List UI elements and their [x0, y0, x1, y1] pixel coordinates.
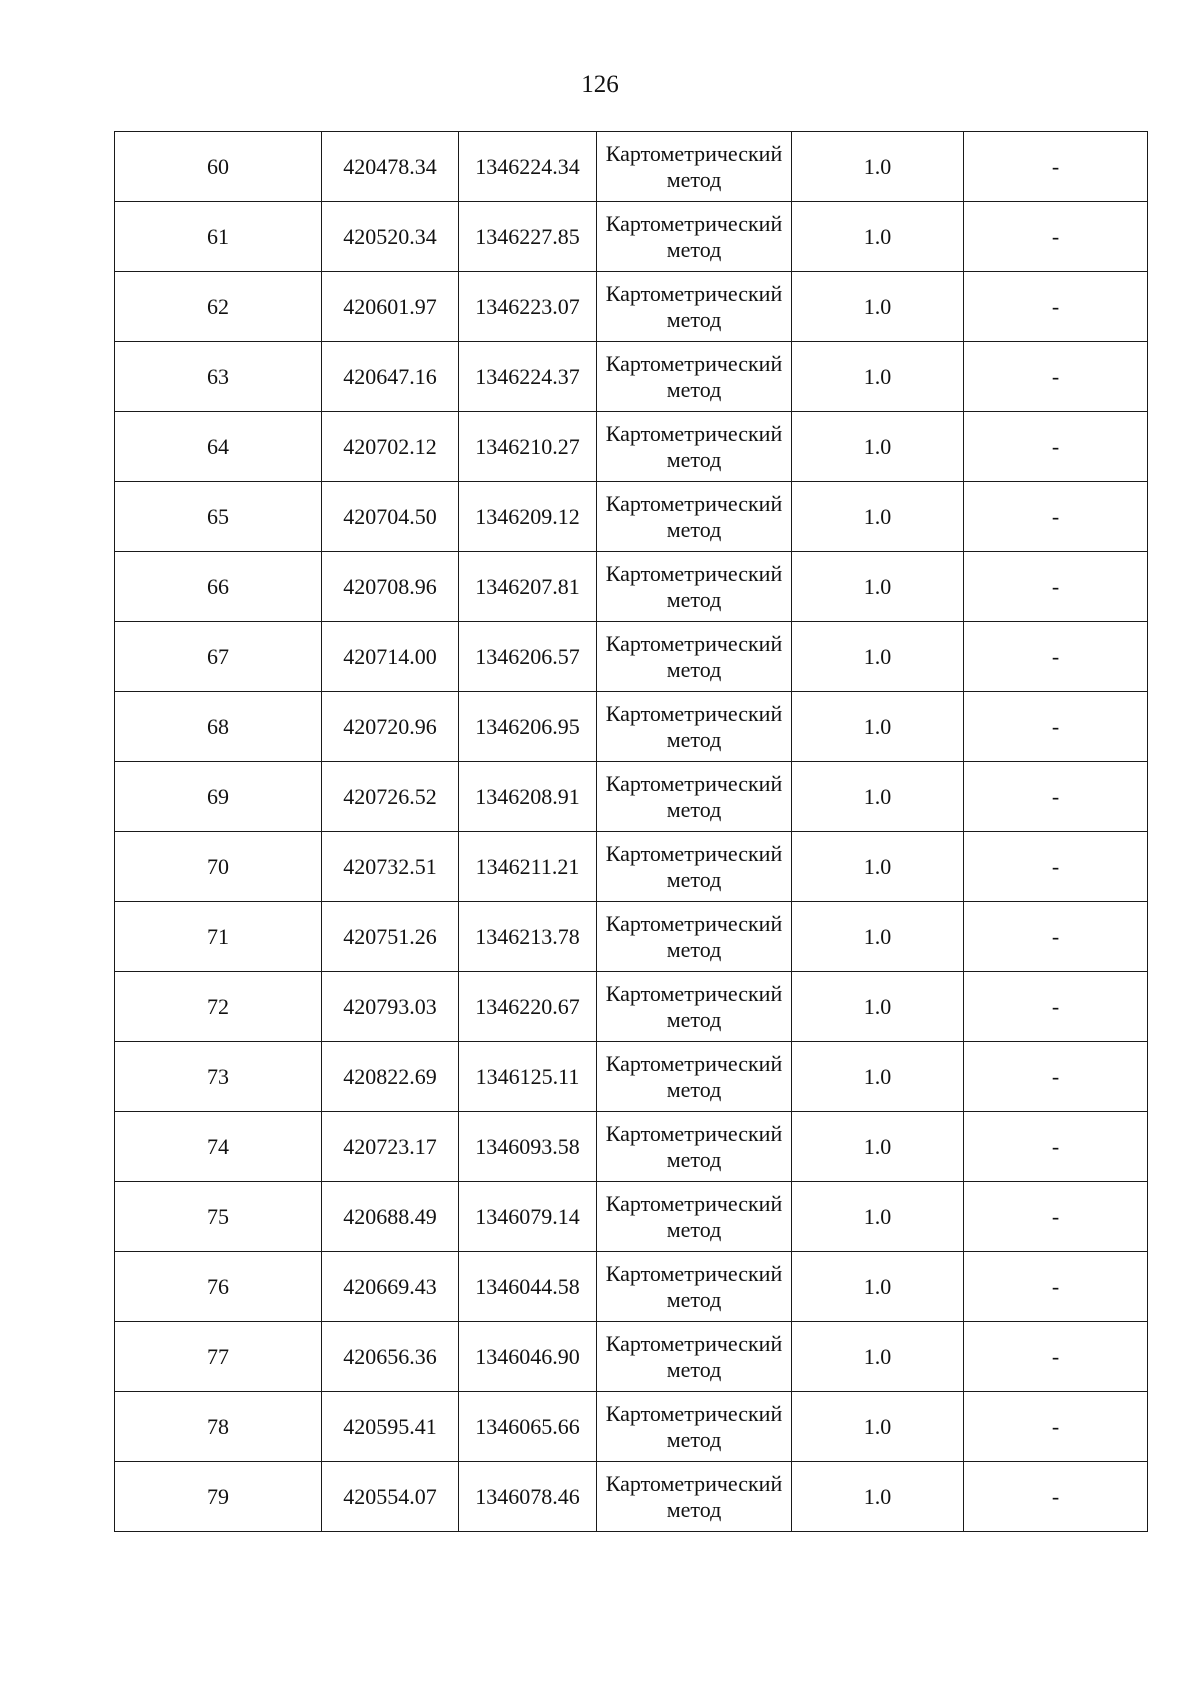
y-coordinate-cell: 1346227.85 [459, 202, 597, 272]
y-coordinate-cell: 1346079.14 [459, 1182, 597, 1252]
method-cell: Картометрический метод [597, 552, 792, 622]
x-coordinate-cell: 420723.17 [322, 1112, 459, 1182]
point-number-cell: 73 [115, 1042, 322, 1112]
note-cell: - [964, 272, 1148, 342]
x-coordinate-cell: 420732.51 [322, 832, 459, 902]
y-coordinate-cell: 1346224.37 [459, 342, 597, 412]
method-cell: Картометрический метод [597, 1042, 792, 1112]
table-row [115, 1252, 1148, 1322]
table-row [115, 272, 1148, 342]
x-coordinate-cell: 420714.00 [322, 622, 459, 692]
point-number-cell: 63 [115, 342, 322, 412]
table-row [115, 902, 1148, 972]
table-row [115, 972, 1148, 1042]
note-cell: - [964, 1462, 1148, 1532]
accuracy-cell: 1.0 [792, 1042, 964, 1112]
note-cell: - [964, 1252, 1148, 1322]
note-cell: - [964, 692, 1148, 762]
x-coordinate-cell: 420751.26 [322, 902, 459, 972]
accuracy-cell: 1.0 [792, 132, 964, 202]
note-cell: - [964, 832, 1148, 902]
y-coordinate-cell: 1346044.58 [459, 1252, 597, 1322]
x-coordinate-cell: 420601.97 [322, 272, 459, 342]
accuracy-cell: 1.0 [792, 692, 964, 762]
note-cell: - [964, 1112, 1148, 1182]
y-coordinate-cell: 1346046.90 [459, 1322, 597, 1392]
table-row [115, 1322, 1148, 1392]
table-row [115, 622, 1148, 692]
accuracy-cell: 1.0 [792, 972, 964, 1042]
x-coordinate-cell: 420554.07 [322, 1462, 459, 1532]
y-coordinate-cell: 1346078.46 [459, 1462, 597, 1532]
y-coordinate-cell: 1346093.58 [459, 1112, 597, 1182]
x-coordinate-cell: 420647.16 [322, 342, 459, 412]
x-coordinate-cell: 420520.34 [322, 202, 459, 272]
accuracy-cell: 1.0 [792, 1322, 964, 1392]
point-number-cell: 78 [115, 1392, 322, 1462]
x-coordinate-cell: 420726.52 [322, 762, 459, 832]
table-row [115, 482, 1148, 552]
method-cell: Картометрический метод [597, 482, 792, 552]
y-coordinate-cell: 1346220.67 [459, 972, 597, 1042]
y-coordinate-cell: 1346223.07 [459, 272, 597, 342]
accuracy-cell: 1.0 [792, 1112, 964, 1182]
y-coordinate-cell: 1346208.91 [459, 762, 597, 832]
y-coordinate-cell: 1346213.78 [459, 902, 597, 972]
table-row [115, 1182, 1148, 1252]
x-coordinate-cell: 420720.96 [322, 692, 459, 762]
point-number-cell: 67 [115, 622, 322, 692]
accuracy-cell: 1.0 [792, 832, 964, 902]
point-number-cell: 74 [115, 1112, 322, 1182]
x-coordinate-cell: 420822.69 [322, 1042, 459, 1112]
x-coordinate-cell: 420595.41 [322, 1392, 459, 1462]
accuracy-cell: 1.0 [792, 1182, 964, 1252]
y-coordinate-cell: 1346206.57 [459, 622, 597, 692]
x-coordinate-cell: 420478.34 [322, 132, 459, 202]
table-row [115, 552, 1148, 622]
accuracy-cell: 1.0 [792, 552, 964, 622]
point-number-cell: 77 [115, 1322, 322, 1392]
method-cell: Картометрический метод [597, 342, 792, 412]
table-row [115, 832, 1148, 902]
point-number-cell: 65 [115, 482, 322, 552]
method-cell: Картометрический метод [597, 1322, 792, 1392]
note-cell: - [964, 972, 1148, 1042]
note-cell: - [964, 1392, 1148, 1462]
note-cell: - [964, 1182, 1148, 1252]
x-coordinate-cell: 420793.03 [322, 972, 459, 1042]
method-cell: Картометрический метод [597, 272, 792, 342]
x-coordinate-cell: 420704.50 [322, 482, 459, 552]
accuracy-cell: 1.0 [792, 762, 964, 832]
point-number-cell: 69 [115, 762, 322, 832]
accuracy-cell: 1.0 [792, 902, 964, 972]
accuracy-cell: 1.0 [792, 1462, 964, 1532]
method-cell: Картометрический метод [597, 832, 792, 902]
method-cell: Картометрический метод [597, 1252, 792, 1322]
table-row [115, 412, 1148, 482]
accuracy-cell: 1.0 [792, 412, 964, 482]
y-coordinate-cell: 1346210.27 [459, 412, 597, 482]
x-coordinate-cell: 420708.96 [322, 552, 459, 622]
point-number-cell: 70 [115, 832, 322, 902]
table-row [115, 692, 1148, 762]
method-cell: Картометрический метод [597, 1392, 792, 1462]
point-number-cell: 64 [115, 412, 322, 482]
point-number-cell: 60 [115, 132, 322, 202]
coordinates-table-body [115, 132, 1148, 1532]
point-number-cell: 61 [115, 202, 322, 272]
method-cell: Картометрический метод [597, 412, 792, 482]
x-coordinate-cell: 420702.12 [322, 412, 459, 482]
accuracy-cell: 1.0 [792, 482, 964, 552]
method-cell: Картометрический метод [597, 692, 792, 762]
point-number-cell: 76 [115, 1252, 322, 1322]
accuracy-cell: 1.0 [792, 622, 964, 692]
note-cell: - [964, 202, 1148, 272]
x-coordinate-cell: 420669.43 [322, 1252, 459, 1322]
point-number-cell: 68 [115, 692, 322, 762]
point-number-cell: 66 [115, 552, 322, 622]
x-coordinate-cell: 420688.49 [322, 1182, 459, 1252]
accuracy-cell: 1.0 [792, 342, 964, 412]
method-cell: Картометрический метод [597, 1462, 792, 1532]
point-number-cell: 72 [115, 972, 322, 1042]
y-coordinate-cell: 1346125.11 [459, 1042, 597, 1112]
method-cell: Картометрический метод [597, 1182, 792, 1252]
point-number-cell: 62 [115, 272, 322, 342]
point-number-cell: 79 [115, 1462, 322, 1532]
method-cell: Картометрический метод [597, 622, 792, 692]
accuracy-cell: 1.0 [792, 202, 964, 272]
accuracy-cell: 1.0 [792, 1392, 964, 1462]
y-coordinate-cell: 1346209.12 [459, 482, 597, 552]
x-coordinate-cell: 420656.36 [322, 1322, 459, 1392]
method-cell: Картометрический метод [597, 972, 792, 1042]
note-cell: - [964, 622, 1148, 692]
y-coordinate-cell: 1346207.81 [459, 552, 597, 622]
table-row [115, 342, 1148, 412]
table-row [115, 762, 1148, 832]
method-cell: Картометрический метод [597, 762, 792, 832]
method-cell: Картометрический метод [597, 202, 792, 272]
table-row [115, 1042, 1148, 1112]
note-cell: - [964, 412, 1148, 482]
y-coordinate-cell: 1346206.95 [459, 692, 597, 762]
table-row [115, 1112, 1148, 1182]
note-cell: - [964, 762, 1148, 832]
method-cell: Картометрический метод [597, 132, 792, 202]
accuracy-cell: 1.0 [792, 1252, 964, 1322]
table-row [115, 1392, 1148, 1462]
note-cell: - [964, 902, 1148, 972]
y-coordinate-cell: 1346224.34 [459, 132, 597, 202]
page-number: 126 [581, 71, 619, 98]
y-coordinate-cell: 1346211.21 [459, 832, 597, 902]
method-cell: Картометрический метод [597, 902, 792, 972]
point-number-cell: 75 [115, 1182, 322, 1252]
note-cell: - [964, 342, 1148, 412]
coordinates-table [114, 131, 1148, 1532]
point-number-cell: 71 [115, 902, 322, 972]
note-cell: - [964, 1042, 1148, 1112]
note-cell: - [964, 482, 1148, 552]
table-row [115, 202, 1148, 272]
table-row [115, 132, 1148, 202]
note-cell: - [964, 132, 1148, 202]
note-cell: - [964, 552, 1148, 622]
table-row [115, 1462, 1148, 1532]
y-coordinate-cell: 1346065.66 [459, 1392, 597, 1462]
accuracy-cell: 1.0 [792, 272, 964, 342]
method-cell: Картометрический метод [597, 1112, 792, 1182]
note-cell: - [964, 1322, 1148, 1392]
